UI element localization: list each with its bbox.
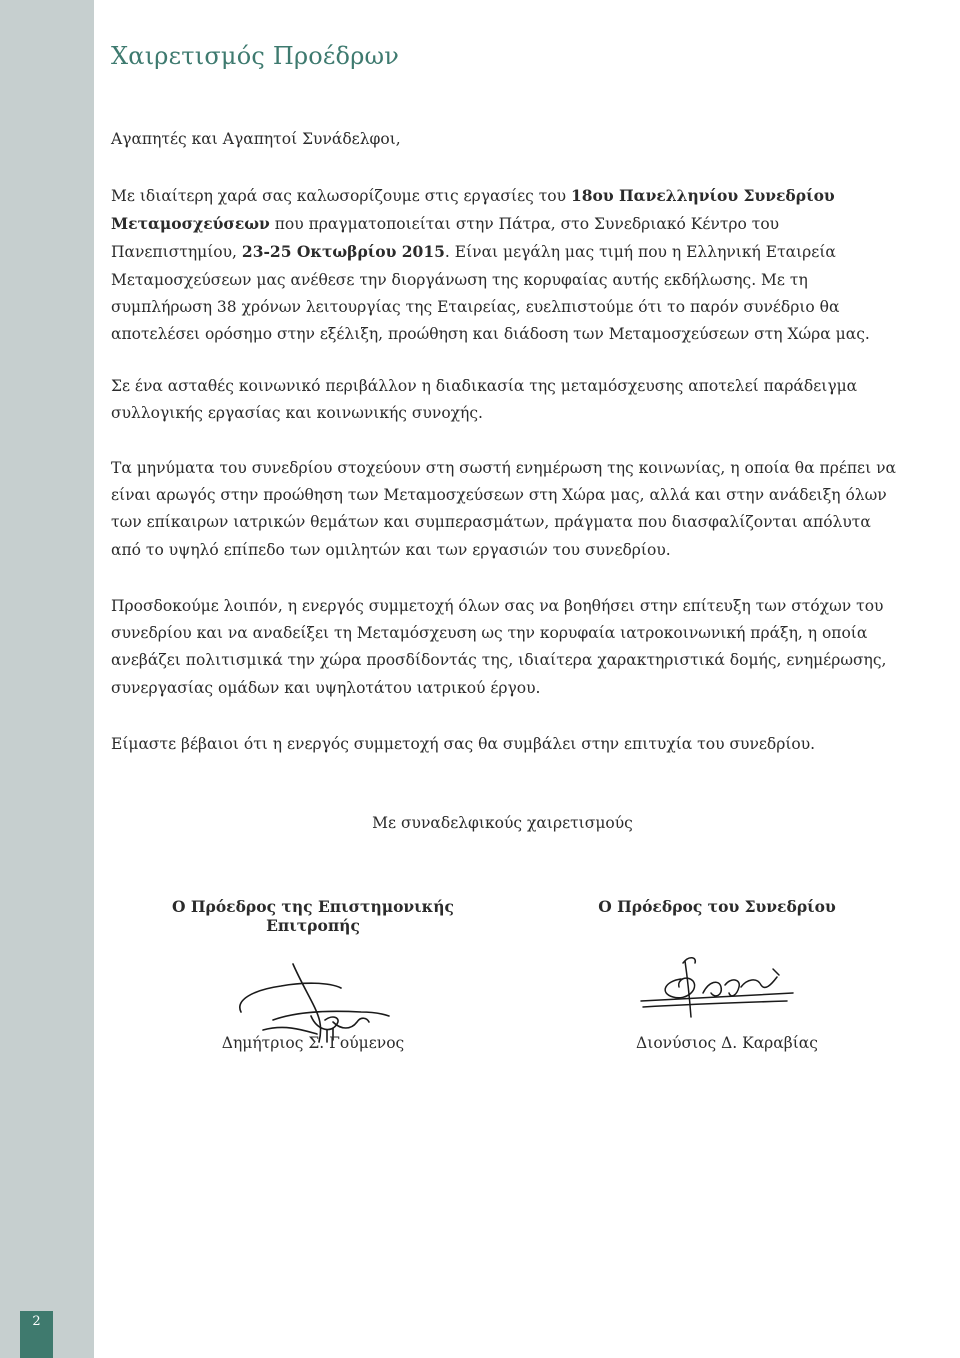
signature-name-left: Δημήτριος Σ. Γούμενος [221, 1034, 405, 1052]
closing-greeting: Με συναδελφικούς χαιρετισμούς [372, 814, 633, 832]
paragraph-2-text: Σε ένα ασταθές κοινωνικό περιβάλλον η διαδικασία της μεταμόσχευσης αποτελεί παράδειγμα συλλογικής εργασίας και κοινωνικής συνοχής. [111, 377, 858, 423]
paragraph-1-bold-run: 18ου Πανελληνίου Συνεδρίου Μεταμοσχεύσεων [111, 186, 835, 234]
signature-role-left: Ο Πρόεδρος της Επιστημονικής Επιτροπής [171, 897, 454, 935]
paragraph-1-run: Με ιδιαίτερη χαρά σας καλωσορίζουμε στις εργασίες του [111, 187, 571, 205]
salutation [111, 126, 904, 153]
signature-block-right [527, 897, 907, 1033]
paragraph-4 [111, 593, 904, 702]
paragraph-4-text: Προσδοκούμε λοιπόν, η ενεργός συμμετοχή όλων σας να βοηθήσει στην επίτευξη των στόχων του συνεδρίου και να αναδείξει τη Μεταμόσχευση ως την κορυφαία ιατροκοινωνική πράξη, η οποία ανεβάζει πολιτισμικά την χώρα προσδίδοντάς της, ιδιαίτερα χαρακτηριστικά δομής, ενημέρωσης, συνεργασίας ομάδων και υψηλοτάτου ιατρικού έργου. [111, 597, 887, 697]
signature-block-left [123, 897, 503, 1052]
signature-name-right: Διονύσιος Δ. Καραβίας [636, 1034, 818, 1052]
paragraph-2 [111, 373, 904, 427]
signature-role-right: Ο Πρόεδρος του Συνεδρίου [598, 897, 836, 916]
paragraph-1-bold-run: 23-25 Οκτωβρίου 2015 [241, 242, 445, 262]
paragraph-5-text: Είμαστε βέβαιοι ότι η ενεργός συμμετοχή σας θα συμβάλει στην επιτυχία του συνεδρίου. [111, 735, 816, 753]
side-band [0, 0, 94, 1358]
paragraph-1 [111, 182, 904, 348]
salutation-text: Αγαπητές και Αγαπητοί Συνάδελφοι, [111, 130, 401, 148]
page-number: 2 [20, 1311, 53, 1358]
paragraph-1-run: που πραγματοποιείται στην Πάτρα, στο Συνεδριακό Κέντρο του Πανεπιστημίου, [111, 215, 780, 262]
paragraph-1-text [111, 182, 904, 348]
page-title: Χαιρετισμός Προέδρων [111, 42, 400, 70]
paragraph-3-text: Τα μηνύματα του συνεδρίου στοχεύουν στη σωστή ενημέρωση της κοινωνίας, η οποία θα πρέπει να είναι αρωγός στην προώθηση των Μεταμοσχεύσεων στη Χώρα μας, αλλά και στην ανάδειξη όλων των επίκαιρων ιατρικών θεμάτων και συμπερασμάτων, πράγματα που διασφαλίζονται απόλυτα από το υψηλό επίπεδο των ομιλητών και των εργασιών του συνεδρίου. [111, 459, 896, 559]
paragraph-5 [111, 731, 904, 758]
paragraph-1-run: . Είναι μεγάλη μας τιμή που η Ελληνική Εταιρεία Μεταμοσχεύσεων μας ανέθεσε την διοργάνωση της κορυφαίας αυτής εκδήλωσης. Με τη συμπλήρωση 38 χρόνων λειτουργίας της Εταιρείας, ευελπιστούμε ότι το παρόν συνέδριο θα αποτελέσει ορόσημο στην εξέλιξη, προώθηση και διάδοση των Μεταμοσχεύσεων στη Χώρα μας. [111, 243, 870, 344]
signature-image-right [637, 941, 797, 1033]
paragraph-3 [111, 455, 904, 564]
